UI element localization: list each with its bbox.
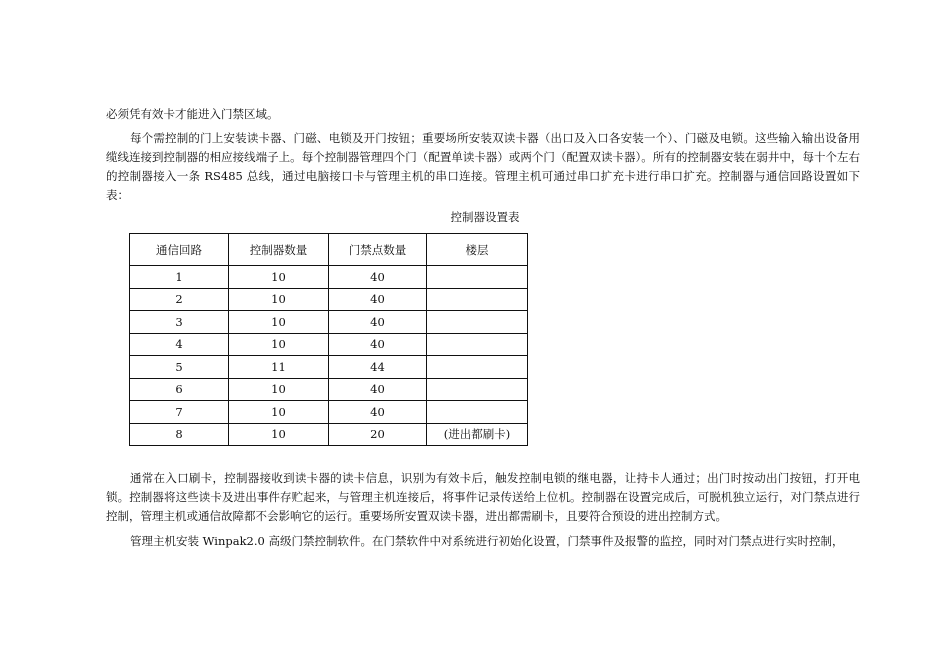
cell-door-count: 40 — [329, 378, 427, 401]
cell-loop: 5 — [130, 356, 229, 379]
cell-loop: 7 — [130, 401, 229, 424]
header-controller-count: 控制器数量 — [229, 234, 329, 266]
table-row — [130, 288, 528, 311]
paragraph-intro: 必须凭有效卡才能进入门禁区域。 — [106, 107, 279, 121]
paragraph-card-operation: 通常在入口刷卡，控制器接收到读卡器的读卡信息，识别为有效卡后，触发控制电锁的继电器，让持卡人通过；出门时按动出门按钮，打开电锁。控制器将这些读卡及进出事件存贮起来，与管理主机连接后，将事件记录传送给上位机。控制器在设置完成后，可脱机独立运行，对门禁点进行控制，管理主机或通信故障都不会影响它的运行。重要场所安置双读卡器，进出都需刷卡，且要符合预设的进出控制方式。 — [106, 471, 860, 523]
cell-loop: 4 — [130, 333, 229, 356]
header-door-count: 门禁点数量 — [329, 234, 427, 266]
table-caption: 控制器设置表 — [450, 210, 520, 224]
cell-door-count: 40 — [329, 401, 427, 424]
cell-controller-count: 10 — [229, 333, 329, 356]
cell-door-count: 40 — [329, 311, 427, 334]
table-row — [130, 401, 528, 424]
cell-floor — [427, 378, 528, 401]
table-row — [130, 266, 528, 289]
cell-controller-count: 10 — [229, 423, 329, 446]
cell-controller-count: 10 — [229, 311, 329, 334]
table-row — [130, 333, 528, 356]
paragraph-controller-install: 每个需控制的门上安装读卡器、门磁、电锁及开门按钮；重要场所安装双读卡器（出口及入口各安装一个）、门磁及电锁。这些输入输出设备用缆线连接到控制器的相应接线端子上。每个控制器管理四个门（配置单读卡器）或两个门（配置双读卡器）。所有的控制器安装在弱井中，每十个左右的控制器接入一条 RS485 总线，通过电脑接口卡与管理主机的串口连接。管理主机可通过串口扩充卡进行串口扩充。控制器与通信回路设置如下表： — [106, 131, 860, 202]
cell-floor — [427, 311, 528, 334]
table-row — [130, 356, 528, 379]
cell-loop: 8 — [130, 423, 229, 446]
header-floor: 楼层 — [427, 234, 528, 266]
cell-controller-count: 10 — [229, 288, 329, 311]
cell-controller-count: 10 — [229, 266, 329, 289]
cell-door-count: 44 — [329, 356, 427, 379]
table-row — [130, 423, 528, 446]
cell-door-count: 40 — [329, 266, 427, 289]
cell-loop: 2 — [130, 288, 229, 311]
controller-settings-table — [129, 233, 528, 446]
cell-door-count: 40 — [329, 288, 427, 311]
cell-floor — [427, 333, 528, 356]
cell-controller-count: 11 — [229, 356, 329, 379]
cell-door-count: 20 — [329, 423, 427, 446]
paragraph-management-software: 管理主机安装 Winpak2.0 高级门禁控制软件。在门禁软件中对系统进行初始化设置，门禁事件及报警的监控，同时对门禁点进行实时控制， — [130, 534, 844, 548]
cell-floor — [427, 401, 528, 424]
cell-floor — [427, 356, 528, 379]
cell-controller-count: 10 — [229, 401, 329, 424]
cell-floor — [427, 266, 528, 289]
cell-loop: 3 — [130, 311, 229, 334]
table-header-row — [130, 234, 528, 266]
cell-floor: (进出都刷卡) — [427, 423, 528, 446]
cell-loop: 1 — [130, 266, 229, 289]
cell-door-count: 40 — [329, 333, 427, 356]
cell-controller-count: 10 — [229, 378, 329, 401]
cell-loop: 6 — [130, 378, 229, 401]
table-row — [130, 378, 528, 401]
cell-floor — [427, 288, 528, 311]
header-loop: 通信回路 — [130, 234, 229, 266]
table-row — [130, 311, 528, 334]
